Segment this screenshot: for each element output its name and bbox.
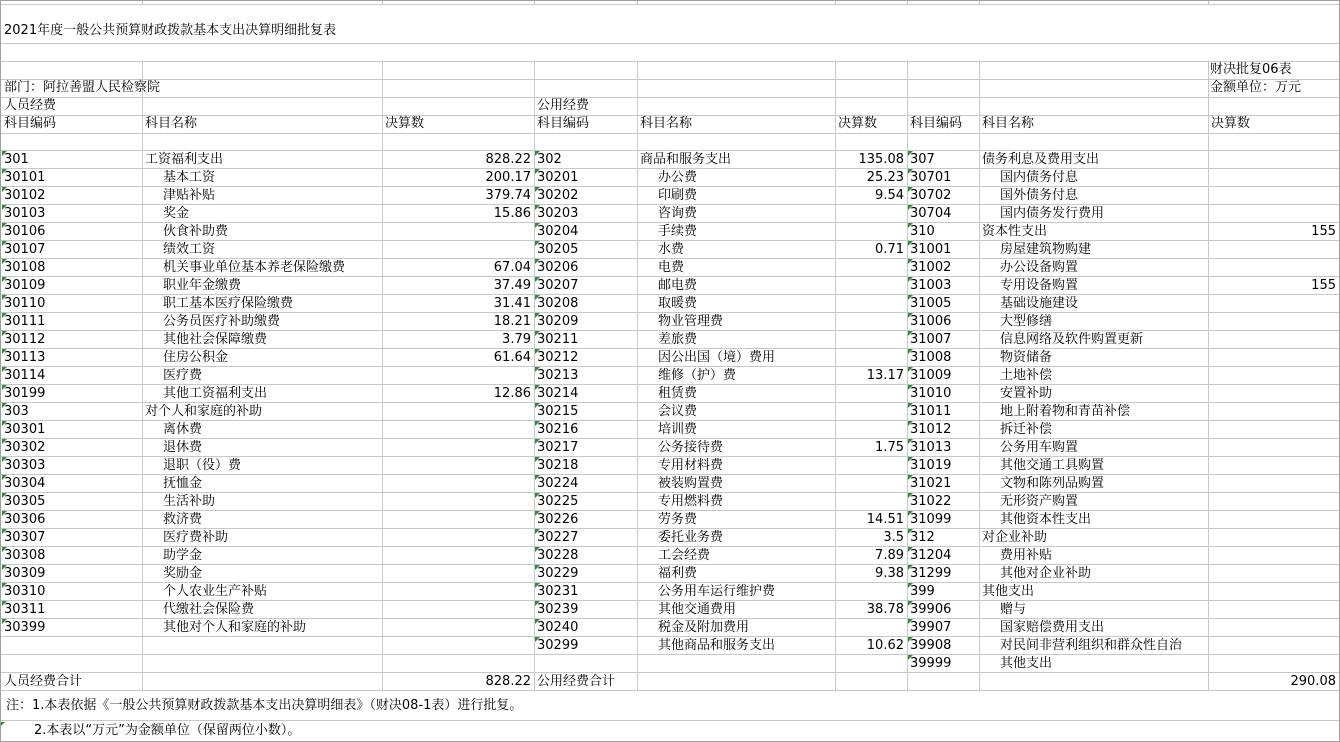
amount-cell[interactable]: 12.86 bbox=[493, 386, 531, 401]
subject-name-cell[interactable]: 医疗费 bbox=[163, 368, 203, 383]
amount-cell[interactable] bbox=[836, 331, 906, 349]
amount-cell[interactable] bbox=[836, 349, 906, 367]
header-code-2[interactable]: 科目编码 bbox=[537, 116, 590, 131]
amount-cell[interactable] bbox=[836, 313, 906, 331]
amount-cell[interactable] bbox=[836, 475, 906, 493]
table-number[interactable]: 财决批复06表 bbox=[1210, 62, 1292, 77]
subject-code-cell[interactable]: 39908 bbox=[908, 637, 978, 655]
amount-cell[interactable] bbox=[1209, 565, 1338, 583]
amount-cell[interactable]: 18.21 bbox=[493, 314, 531, 329]
subject-name-cell[interactable]: 因公出国（境）费用 bbox=[658, 350, 776, 365]
amount-cell[interactable] bbox=[1209, 259, 1338, 277]
subject-name-cell[interactable]: 奖励金 bbox=[163, 566, 203, 581]
amount-cell[interactable]: 15.86 bbox=[493, 206, 531, 221]
amount-cell[interactable] bbox=[1209, 151, 1338, 169]
subject-code-cell[interactable]: 30299 bbox=[535, 637, 637, 655]
amount-cell[interactable] bbox=[1209, 637, 1338, 655]
amount-cell[interactable] bbox=[1209, 529, 1338, 547]
subject-name-cell[interactable]: 取暖费 bbox=[658, 296, 698, 311]
subject-name-cell[interactable]: 医疗费补助 bbox=[163, 530, 229, 545]
subject-code-cell[interactable]: 30212 bbox=[535, 349, 637, 367]
subject-code-cell[interactable]: 30226 bbox=[535, 511, 637, 529]
subject-code-cell[interactable]: 30224 bbox=[535, 475, 637, 493]
subject-code-cell[interactable]: 30108 bbox=[2, 259, 142, 277]
subject-name-cell[interactable]: 代缴社会保险费 bbox=[163, 602, 255, 617]
amount-cell[interactable] bbox=[836, 223, 906, 241]
subject-name-cell[interactable]: 安置补助 bbox=[1000, 386, 1053, 401]
subject-name-cell[interactable]: 维修（护）费 bbox=[658, 368, 737, 383]
subject-code-cell[interactable]: 30704 bbox=[908, 205, 978, 223]
subject-name-cell[interactable]: 其他交通费用 bbox=[658, 602, 737, 617]
header-amount-3[interactable]: 决算数 bbox=[1211, 116, 1251, 131]
amount-cell[interactable]: 31.41 bbox=[493, 296, 531, 311]
subject-name-cell[interactable]: 房屋建筑物购建 bbox=[1000, 242, 1092, 257]
subject-code-cell[interactable]: 30204 bbox=[535, 223, 637, 241]
column-gridline bbox=[835, 0, 836, 4]
note-1[interactable]: 注：1.本表依据《一般公共预算财政拨款基本支出决算明细表》（财决08-1表）进行批复。 bbox=[6, 698, 523, 713]
subject-code-cell[interactable]: 307 bbox=[908, 151, 978, 169]
subject-name-cell[interactable]: 资本性支出 bbox=[982, 224, 1048, 239]
subject-name-cell[interactable]: 绩效工资 bbox=[163, 242, 216, 257]
subject-code-cell[interactable]: 31005 bbox=[908, 295, 978, 313]
amount-cell[interactable] bbox=[1209, 367, 1338, 385]
subject-name-cell[interactable]: 福利费 bbox=[658, 566, 698, 581]
amount-cell[interactable] bbox=[383, 475, 533, 493]
row-gridline bbox=[0, 133, 1340, 134]
column-gridline bbox=[534, 0, 535, 4]
subject-name-cell[interactable]: 对个人和家庭的补助 bbox=[145, 404, 263, 419]
amount-cell[interactable] bbox=[1209, 295, 1338, 313]
amount-cell[interactable]: 25.23 bbox=[866, 170, 904, 185]
public-total-amount[interactable]: 290.08 bbox=[1290, 674, 1336, 689]
amount-cell[interactable]: 67.04 bbox=[493, 260, 531, 275]
subject-code-cell[interactable]: 30207 bbox=[535, 277, 637, 295]
subject-code-cell[interactable]: 30399 bbox=[2, 619, 142, 637]
row-gridline bbox=[0, 690, 1340, 691]
amount-cell[interactable]: 37.49 bbox=[493, 278, 531, 293]
amount-cell[interactable]: 155 bbox=[1311, 224, 1336, 239]
subject-code-cell[interactable]: 30301 bbox=[2, 421, 142, 439]
header-name-3[interactable]: 科目名称 bbox=[982, 116, 1035, 131]
subject-name-cell[interactable]: 其他对个人和家庭的补助 bbox=[163, 620, 307, 635]
subject-name-cell[interactable]: 助学金 bbox=[163, 548, 203, 563]
amount-cell[interactable] bbox=[1209, 583, 1338, 601]
subject-code-cell[interactable]: 30229 bbox=[535, 565, 637, 583]
subject-name-cell[interactable]: 津贴补贴 bbox=[163, 188, 216, 203]
subject-name-cell[interactable]: 无形资产购置 bbox=[1000, 494, 1079, 509]
amount-cell[interactable] bbox=[1209, 511, 1338, 529]
amount-cell[interactable] bbox=[836, 403, 906, 421]
subject-name-cell[interactable]: 基础设施建设 bbox=[1000, 296, 1079, 311]
subject-name-cell[interactable]: 生活补助 bbox=[163, 494, 216, 509]
personnel-total-amount[interactable]: 828.22 bbox=[485, 674, 531, 689]
subject-name-cell[interactable]: 基本工资 bbox=[163, 170, 216, 185]
subject-code-cell[interactable]: 30202 bbox=[535, 187, 637, 205]
subject-code-cell[interactable]: 30308 bbox=[2, 547, 142, 565]
subject-name-cell[interactable]: 救济费 bbox=[163, 512, 203, 527]
subject-name-cell[interactable]: 国内债务发行费用 bbox=[1000, 206, 1105, 221]
subject-code-cell[interactable]: 30306 bbox=[2, 511, 142, 529]
subject-name-cell[interactable]: 印刷费 bbox=[658, 188, 698, 203]
subject-name-cell[interactable]: 差旅费 bbox=[658, 332, 698, 347]
subject-name-cell[interactable]: 拆迁补偿 bbox=[1000, 422, 1053, 437]
amount-cell[interactable] bbox=[1209, 619, 1338, 637]
column-gridline bbox=[979, 0, 980, 4]
subject-name-cell[interactable]: 文物和陈列品购置 bbox=[1000, 476, 1105, 491]
subject-name-cell[interactable]: 劳务费 bbox=[658, 512, 698, 527]
subject-name-cell[interactable]: 抚恤金 bbox=[163, 476, 203, 491]
subject-name-cell[interactable]: 办公设备购置 bbox=[1000, 260, 1079, 275]
subject-name-cell[interactable]: 公务用车购置 bbox=[1000, 440, 1079, 455]
subject-code-cell[interactable]: 31019 bbox=[908, 457, 978, 475]
subject-code-cell[interactable]: 30205 bbox=[535, 241, 637, 259]
subject-name-cell[interactable]: 费用补贴 bbox=[1000, 548, 1053, 563]
amount-cell[interactable] bbox=[1209, 241, 1338, 259]
subject-name-cell[interactable]: 公务用车运行维护费 bbox=[658, 584, 776, 599]
subject-name-cell[interactable]: 专用材料费 bbox=[658, 458, 724, 473]
amount-cell[interactable] bbox=[836, 295, 906, 313]
amount-cell[interactable] bbox=[1209, 439, 1338, 457]
amount-cell[interactable]: 200.17 bbox=[485, 170, 531, 185]
section-public[interactable]: 公用经费 bbox=[537, 98, 590, 113]
subject-name-cell[interactable]: 赠与 bbox=[1000, 602, 1027, 617]
subject-code-cell[interactable]: 30112 bbox=[2, 331, 142, 349]
column-gridline bbox=[1208, 0, 1209, 4]
subject-name-cell[interactable]: 税金及附加费用 bbox=[658, 620, 750, 635]
subject-code-cell[interactable]: 30311 bbox=[2, 601, 142, 619]
subject-code-cell[interactable]: 30101 bbox=[2, 169, 142, 187]
subject-code-cell[interactable]: 31006 bbox=[908, 313, 978, 331]
amount-cell[interactable] bbox=[383, 403, 533, 421]
row-gridline bbox=[0, 43, 1340, 44]
column-gridline bbox=[382, 0, 383, 4]
subject-code-cell[interactable]: 301 bbox=[2, 151, 142, 169]
subject-code-cell[interactable]: 30214 bbox=[535, 385, 637, 403]
subject-name-cell[interactable]: 水费 bbox=[658, 242, 685, 257]
amount-cell[interactable]: 1.75 bbox=[875, 440, 904, 455]
subject-code-cell[interactable]: 31007 bbox=[908, 331, 978, 349]
subject-code-cell[interactable]: 310 bbox=[908, 223, 978, 241]
row-gridline bbox=[0, 720, 1340, 721]
amount-cell[interactable] bbox=[836, 457, 906, 475]
subject-code-cell[interactable]: 31010 bbox=[908, 385, 978, 403]
amount-cell[interactable] bbox=[1209, 313, 1338, 331]
subject-code-cell[interactable]: 30227 bbox=[535, 529, 637, 547]
amount-cell[interactable] bbox=[1209, 421, 1338, 439]
amount-cell[interactable] bbox=[1209, 547, 1338, 565]
amount-cell[interactable] bbox=[836, 619, 906, 637]
amount-cell[interactable] bbox=[1209, 169, 1338, 187]
amount-cell[interactable]: 3.79 bbox=[502, 332, 531, 347]
subject-name-cell[interactable]: 地上附着物和青苗补偿 bbox=[1000, 404, 1131, 419]
amount-cell[interactable] bbox=[836, 277, 906, 295]
amount-cell[interactable]: 828.22 bbox=[485, 152, 531, 167]
subject-name-cell[interactable]: 职业年金缴费 bbox=[163, 278, 242, 293]
amount-cell[interactable] bbox=[836, 493, 906, 511]
amount-cell[interactable] bbox=[1209, 205, 1338, 223]
subject-name-cell[interactable]: 大型修缮 bbox=[1000, 314, 1053, 329]
subject-code-cell[interactable]: 30203 bbox=[535, 205, 637, 223]
subject-code-cell[interactable]: 30305 bbox=[2, 493, 142, 511]
subject-name-cell[interactable]: 对企业补助 bbox=[982, 530, 1048, 545]
amount-cell[interactable] bbox=[383, 583, 533, 601]
subject-name-cell[interactable]: 租赁费 bbox=[658, 386, 698, 401]
amount-cell[interactable]: 7.89 bbox=[875, 548, 904, 563]
header-amount-2[interactable]: 决算数 bbox=[838, 116, 878, 131]
subject-code-cell[interactable]: 30102 bbox=[2, 187, 142, 205]
subject-code-cell[interactable]: 31011 bbox=[908, 403, 978, 421]
amount-cell[interactable] bbox=[383, 421, 533, 439]
subject-name-cell[interactable]: 专用燃料费 bbox=[658, 494, 724, 509]
subject-code-cell[interactable]: 30211 bbox=[535, 331, 637, 349]
subject-name-cell[interactable]: 工会经费 bbox=[658, 548, 711, 563]
amount-cell[interactable] bbox=[383, 241, 533, 259]
subject-code-cell[interactable]: 30310 bbox=[2, 583, 142, 601]
subject-name-cell[interactable]: 债务利息及费用支出 bbox=[982, 152, 1100, 167]
amount-cell[interactable] bbox=[383, 529, 533, 547]
subject-name-cell[interactable]: 其他社会保障缴费 bbox=[163, 332, 268, 347]
subject-name-cell[interactable]: 物业管理费 bbox=[658, 314, 724, 329]
subject-code-cell[interactable]: 312 bbox=[908, 529, 978, 547]
subject-code-cell[interactable]: 30110 bbox=[2, 295, 142, 313]
amount-cell[interactable]: 3.5 bbox=[883, 530, 904, 545]
subject-code-cell[interactable]: 30302 bbox=[2, 439, 142, 457]
subject-name-cell[interactable]: 职工基本医疗保险缴费 bbox=[163, 296, 294, 311]
subject-name-cell[interactable]: 离休费 bbox=[163, 422, 203, 437]
amount-cell[interactable]: 61.64 bbox=[493, 350, 531, 365]
amount-cell[interactable] bbox=[836, 259, 906, 277]
row-gridline bbox=[0, 4, 1340, 5]
amount-cell[interactable] bbox=[1209, 493, 1338, 511]
subject-code-cell[interactable]: 30307 bbox=[2, 529, 142, 547]
subject-code-cell[interactable]: 31002 bbox=[908, 259, 978, 277]
amount-cell[interactable] bbox=[1209, 187, 1338, 205]
subject-name-cell[interactable]: 信息网络及软件购置更新 bbox=[1000, 332, 1144, 347]
amount-cell[interactable] bbox=[1209, 349, 1338, 367]
header-name-2[interactable]: 科目名称 bbox=[640, 116, 693, 131]
section-personnel[interactable]: 人员经费 bbox=[4, 98, 57, 113]
subject-code-cell[interactable]: 30217 bbox=[535, 439, 637, 457]
subject-name-cell[interactable]: 住房公积金 bbox=[163, 350, 229, 365]
subject-code-cell[interactable]: 30114 bbox=[2, 367, 142, 385]
subject-name-cell[interactable]: 公务员医疗补助缴费 bbox=[163, 314, 281, 329]
amount-cell[interactable] bbox=[383, 619, 533, 637]
row-gridline bbox=[0, 61, 1340, 62]
subject-name-cell[interactable]: 个人农业生产补贴 bbox=[163, 584, 268, 599]
subject-code-cell[interactable]: 30215 bbox=[535, 403, 637, 421]
subject-code-cell[interactable]: 31013 bbox=[908, 439, 978, 457]
amount-cell[interactable]: 155 bbox=[1311, 278, 1336, 293]
subject-name-cell[interactable]: 国内债务付息 bbox=[1000, 170, 1079, 185]
subject-code-cell[interactable]: 30107 bbox=[2, 241, 142, 259]
subject-name-cell[interactable]: 公务接待费 bbox=[658, 440, 724, 455]
subject-name-cell[interactable]: 退休费 bbox=[163, 440, 203, 455]
subject-code-cell[interactable]: 31204 bbox=[908, 547, 978, 565]
subject-name-cell[interactable]: 土地补偿 bbox=[1000, 368, 1053, 383]
subject-name-cell[interactable]: 其他对企业补助 bbox=[1000, 566, 1092, 581]
subject-code-cell[interactable]: 30213 bbox=[535, 367, 637, 385]
subject-code-cell[interactable]: 30113 bbox=[2, 349, 142, 367]
subject-code-cell[interactable]: 30109 bbox=[2, 277, 142, 295]
amount-cell[interactable] bbox=[836, 385, 906, 403]
amount-cell[interactable]: 379.74 bbox=[485, 188, 531, 203]
amount-cell[interactable] bbox=[383, 493, 533, 511]
subject-name-cell[interactable]: 邮电费 bbox=[658, 278, 698, 293]
amount-cell[interactable] bbox=[836, 421, 906, 439]
subject-code-cell[interactable]: 30303 bbox=[2, 457, 142, 475]
amount-cell[interactable] bbox=[383, 511, 533, 529]
subject-name-cell[interactable]: 退职（役）费 bbox=[163, 458, 242, 473]
subject-name-cell[interactable]: 办公费 bbox=[658, 170, 698, 185]
amount-cell[interactable] bbox=[1209, 331, 1338, 349]
amount-cell[interactable] bbox=[383, 601, 533, 619]
subject-code-cell[interactable]: 31021 bbox=[908, 475, 978, 493]
amount-cell[interactable] bbox=[383, 367, 533, 385]
subject-code-cell[interactable]: 30702 bbox=[908, 187, 978, 205]
subject-code-cell[interactable]: 31001 bbox=[908, 241, 978, 259]
amount-cell[interactable] bbox=[1209, 655, 1338, 673]
subject-code-cell[interactable]: 30111 bbox=[2, 313, 142, 331]
subject-code-cell[interactable]: 39907 bbox=[908, 619, 978, 637]
subject-code-cell[interactable]: 31012 bbox=[908, 421, 978, 439]
subject-name-cell[interactable]: 咨询费 bbox=[658, 206, 698, 221]
header-code-1[interactable]: 科目编码 bbox=[4, 116, 57, 131]
subject-name-cell[interactable]: 专用设备购置 bbox=[1000, 278, 1079, 293]
subject-code-cell[interactable]: 303 bbox=[2, 403, 142, 421]
subject-code-cell[interactable]: 30225 bbox=[535, 493, 637, 511]
amount-cell[interactable]: 0.71 bbox=[875, 242, 904, 257]
subject-name-cell[interactable]: 商品和服务支出 bbox=[640, 152, 732, 167]
subject-code-cell[interactable]: 302 bbox=[535, 151, 637, 169]
subject-name-cell[interactable]: 其他工资福利支出 bbox=[163, 386, 268, 401]
unit-label[interactable]: 金额单位：万元 bbox=[1210, 80, 1302, 95]
subject-code-cell[interactable]: 399 bbox=[908, 583, 978, 601]
subject-name-cell[interactable]: 其他支出 bbox=[1000, 656, 1053, 671]
amount-cell[interactable] bbox=[1209, 601, 1338, 619]
amount-cell[interactable]: 135.08 bbox=[858, 152, 904, 167]
subject-name-cell[interactable]: 伙食补助费 bbox=[163, 224, 229, 239]
amount-cell[interactable]: 14.51 bbox=[866, 512, 904, 527]
subject-code-cell[interactable]: 30206 bbox=[535, 259, 637, 277]
subject-code-cell[interactable]: 30228 bbox=[535, 547, 637, 565]
amount-cell[interactable] bbox=[836, 583, 906, 601]
amount-cell[interactable] bbox=[1209, 403, 1338, 421]
amount-cell[interactable]: 9.38 bbox=[875, 566, 904, 581]
department-label[interactable]: 部门：阿拉善盟人民检察院 bbox=[4, 80, 161, 95]
column-gridline bbox=[907, 0, 908, 4]
amount-cell[interactable]: 13.17 bbox=[866, 368, 904, 383]
amount-cell[interactable]: 9.54 bbox=[875, 188, 904, 203]
public-total-label[interactable]: 公用经费合计 bbox=[537, 674, 616, 689]
subject-name-cell[interactable]: 电费 bbox=[658, 260, 685, 275]
amount-cell[interactable]: 38.78 bbox=[866, 602, 904, 617]
subject-name-cell[interactable]: 被装购置费 bbox=[658, 476, 724, 491]
subject-code-cell[interactable]: 31299 bbox=[908, 565, 978, 583]
subject-code-cell[interactable]: 30209 bbox=[535, 313, 637, 331]
amount-cell[interactable] bbox=[383, 439, 533, 457]
header-code-3[interactable]: 科目编码 bbox=[910, 116, 963, 131]
subject-code-cell[interactable]: 39906 bbox=[908, 601, 978, 619]
column-gridline bbox=[637, 0, 638, 4]
personnel-total-label[interactable]: 人员经费合计 bbox=[4, 674, 83, 689]
subject-name-cell[interactable]: 其他商品和服务支出 bbox=[658, 638, 776, 653]
subject-name-cell[interactable]: 会议费 bbox=[658, 404, 698, 419]
subject-name-cell[interactable]: 手续费 bbox=[658, 224, 698, 239]
subject-code-cell[interactable]: 30309 bbox=[2, 565, 142, 583]
subject-name-cell[interactable]: 其他交通工具购置 bbox=[1000, 458, 1105, 473]
header-amount-1[interactable]: 决算数 bbox=[385, 116, 425, 131]
subject-name-cell[interactable]: 物资储备 bbox=[1000, 350, 1053, 365]
subject-code-cell[interactable]: 31008 bbox=[908, 349, 978, 367]
header-name-1[interactable]: 科目名称 bbox=[145, 116, 198, 131]
subject-code-cell[interactable]: 31009 bbox=[908, 367, 978, 385]
subject-code-cell[interactable]: 30240 bbox=[535, 619, 637, 637]
amount-cell[interactable]: 10.62 bbox=[866, 638, 904, 653]
subject-code-cell[interactable]: 30216 bbox=[535, 421, 637, 439]
subject-code-cell[interactable]: 30218 bbox=[535, 457, 637, 475]
row-gridline bbox=[0, 97, 1340, 98]
subject-name-cell[interactable]: 国外债务付息 bbox=[1000, 188, 1079, 203]
subject-code-cell[interactable]: 39999 bbox=[908, 655, 978, 673]
subject-code-cell[interactable]: 30199 bbox=[2, 385, 142, 403]
subject-code-cell[interactable]: 31022 bbox=[908, 493, 978, 511]
subject-code-cell[interactable]: 30201 bbox=[535, 169, 637, 187]
subject-code-cell[interactable]: 31099 bbox=[908, 511, 978, 529]
table-title[interactable]: 2021年度一般公共预算财政拨款基本支出决算明细批复表 bbox=[4, 23, 337, 38]
amount-cell[interactable] bbox=[383, 547, 533, 565]
subject-code-cell[interactable]: 30239 bbox=[535, 601, 637, 619]
subject-code-cell[interactable]: 30701 bbox=[908, 169, 978, 187]
subject-name-cell[interactable]: 国家赔偿费用支出 bbox=[1000, 620, 1105, 635]
subject-code-cell[interactable]: 31003 bbox=[908, 277, 978, 295]
amount-cell[interactable] bbox=[836, 205, 906, 223]
amount-cell[interactable] bbox=[1209, 457, 1338, 475]
subject-name-cell[interactable]: 工资福利支出 bbox=[145, 152, 224, 167]
subject-name-cell[interactable]: 培训费 bbox=[658, 422, 698, 437]
amount-cell[interactable] bbox=[383, 565, 533, 583]
subject-code-cell[interactable]: 30208 bbox=[535, 295, 637, 313]
amount-cell[interactable] bbox=[383, 457, 533, 475]
note-2[interactable]: 2.本表以“万元”为金额单位（保留两位小数）。 bbox=[0, 722, 900, 740]
subject-code-cell[interactable]: 30103 bbox=[2, 205, 142, 223]
subject-name-cell[interactable]: 对民间非营利组织和群众性自治 bbox=[1000, 638, 1183, 653]
subject-code-cell[interactable]: 30106 bbox=[2, 223, 142, 241]
subject-name-cell[interactable]: 机关事业单位基本养老保险缴费 bbox=[163, 260, 346, 275]
subject-code-cell[interactable]: 30231 bbox=[535, 583, 637, 601]
column-gridline bbox=[142, 0, 143, 4]
subject-code-cell[interactable]: 30304 bbox=[2, 475, 142, 493]
subject-name-cell[interactable]: 其他资本性支出 bbox=[1000, 512, 1092, 527]
subject-name-cell[interactable]: 奖金 bbox=[163, 206, 190, 221]
amount-cell[interactable] bbox=[1209, 385, 1338, 403]
amount-cell[interactable] bbox=[1209, 475, 1338, 493]
subject-name-cell[interactable]: 委托业务费 bbox=[658, 530, 724, 545]
amount-cell[interactable] bbox=[383, 223, 533, 241]
subject-name-cell[interactable]: 其他支出 bbox=[982, 584, 1035, 599]
